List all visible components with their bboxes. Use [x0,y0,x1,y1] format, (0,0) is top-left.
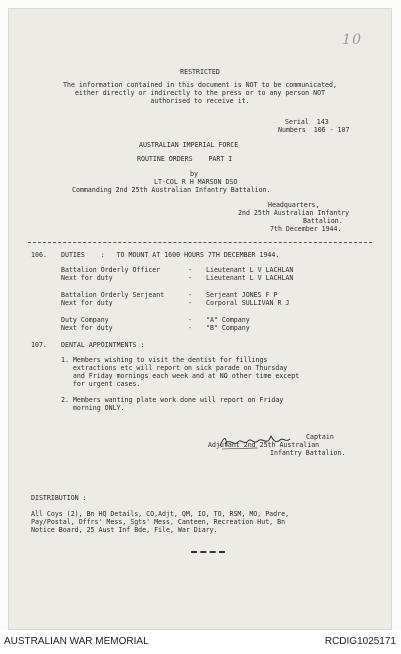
duty-role: Battalion Orderly Serjeant [61,291,165,299]
distribution-line: Pay/Postal, Offrs' Mess, Sgts' Mess, Canteen, Recreation Hut, Bn [31,518,286,526]
by-line: by [190,170,198,178]
duty-dash: - [188,324,192,332]
notice-line-1: The information contained in this document is NOT to be communicated, [63,81,337,89]
duty-dash: - [188,274,192,282]
order-numbers: Numbers 106 - 107 [278,126,350,134]
duty-name: "B" Company [206,324,250,332]
duty-role: Next for duty [61,299,113,307]
order-106-number: 106. [31,251,47,259]
distribution-line: Notice Board, 25 Aust Inf Bde, File, War Diary. [31,526,218,534]
archive-footer [0,630,401,654]
dental-para-1: 1. Members wishing to visit the dentist for fillings [61,356,268,364]
document-page [8,8,392,630]
hq-line-3: Battalion. [303,217,343,225]
distribution-line: All Coys (2), Bn HQ Details, CO,Adjt, QM, IO, TO, RSM, MO, Padre, [31,510,290,518]
hq-line-2: 2nd 25th Australian Infantry [238,209,350,217]
distribution-heading: DISTRIBUTION : [31,494,87,502]
commanding-unit: Commanding 2nd 25th Australian Infantry Battalion. [72,186,271,194]
serial-number: Serial 143 [285,118,329,126]
duty-name: Corporal SULLIVAN R J [206,299,290,307]
force-title: AUSTRALIAN IMPERIAL FORCE [139,141,239,149]
duty-dash: - [188,266,192,274]
dental-para-2: morning ONLY. [61,404,125,412]
duty-name: Lieutenant L V LACHLAN [206,274,294,282]
duty-role: Battalion Orderly Officer [61,266,161,274]
duty-name: Lieutenant L V LACHLAN [206,266,294,274]
section-divider [28,242,372,243]
routine-orders-title: ROUTINE ORDERS PART I [137,155,233,163]
restricted-heading: RESTRICTED [180,68,220,76]
duty-dash: - [188,299,192,307]
hq-date: 7th December 1944. [270,225,342,233]
record-id: RCDIG1025171 [324,636,396,647]
dental-para-1: and Friday mornings each week and at NO other time except [61,372,300,380]
duty-role: Next for duty [61,274,113,282]
dental-para-1: for urgent cases. [61,380,141,388]
commanding-officer: LT-COL R H MARSON DSO [154,178,238,186]
notice-line-3: authorised to receive it. [150,97,250,105]
dental-para-1: extractions etc will report on sick parade on Thursday [61,364,288,372]
duty-role: Next for duty [61,324,113,332]
hq-line-1: Headquarters, [268,201,320,209]
duty-dash: - [188,291,192,299]
order-106-title: DUTIES : TO MOUNT AT 1600 HOURS 7TH DECEMBER 1944. [61,251,280,259]
end-mark [191,551,225,553]
order-107-number: 107. [31,341,47,349]
order-107-title: DENTAL APPOINTMENTS : [61,341,145,349]
notice-line-2: either directly or indirectly to the press or to any person NOT [74,89,326,97]
folio-number: 10 [342,32,362,48]
signatory-line-1: Adjutant 2nd 25th Australian [208,441,320,449]
duty-dash: - [188,316,192,324]
archive-name: AUSTRALIAN WAR MEMORIAL [4,636,149,647]
duty-name: "A" Company [206,316,250,324]
duty-name: Serjeant JONES F P [206,291,278,299]
signatory-rank: Captain [306,433,334,441]
duty-role: Duty Company [61,316,109,324]
dental-para-2: 2. Members wanting plate work done will report on Friday [61,396,284,404]
signatory-line-2: Infantry Battalion. [270,449,346,457]
